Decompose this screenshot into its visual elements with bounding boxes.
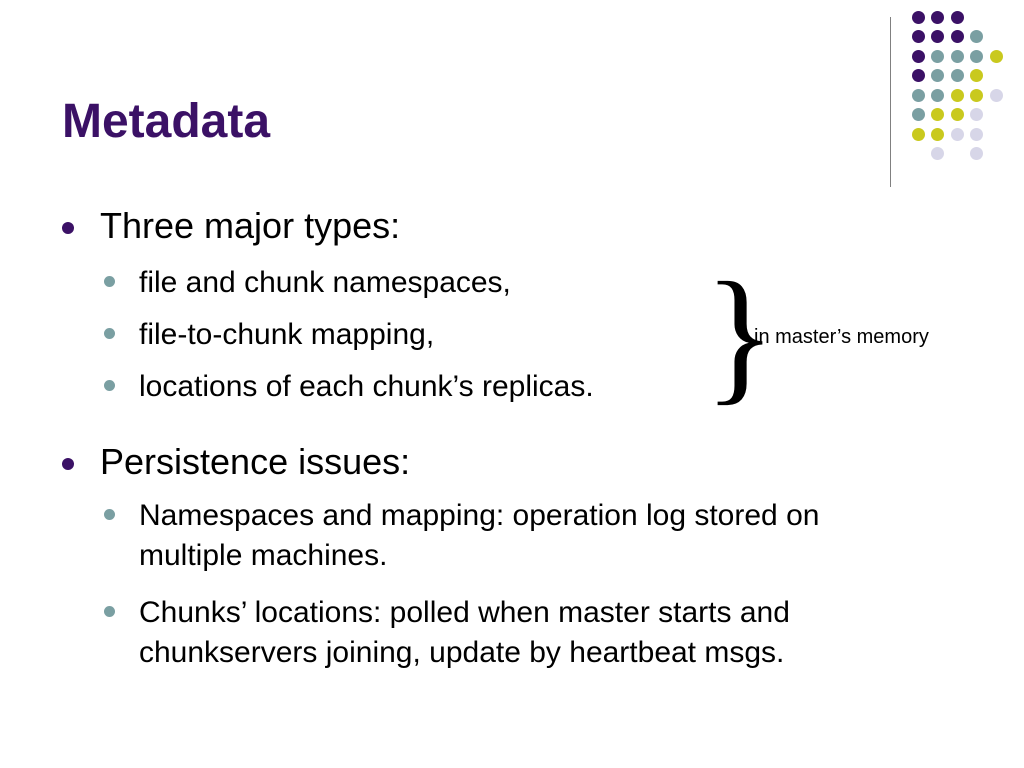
decorative-dot (931, 30, 944, 43)
sub-bullet-item (104, 263, 511, 303)
sub-bullet-text: locations of each chunk’s replicas. (139, 370, 594, 403)
decorative-dot (912, 30, 925, 43)
decorative-dot (931, 108, 944, 121)
sub-bullet-item (104, 496, 924, 576)
decorative-dot (970, 69, 983, 82)
sub-bullet-text: Namespaces and mapping: operation log stored on multiple machines. (139, 499, 820, 572)
bullet-text: Persistence issues: (100, 441, 411, 482)
right-brace-icon: } (704, 252, 776, 418)
decorative-dot (931, 11, 944, 24)
brace-annotation: in master’s memory (754, 326, 929, 348)
decorative-dot (912, 50, 925, 63)
decorative-dot (970, 89, 983, 102)
sub-bullet-text: file and chunk namespaces, (139, 266, 511, 299)
sub-bullet-text: Chunks’ locations: polled when master starts and chunkservers joining, update by heartbeat msgs. (139, 596, 790, 669)
bullet-text: Three major types: (100, 205, 401, 246)
decorative-dot (970, 128, 983, 141)
decorative-dot (951, 69, 964, 82)
bullet-item-three-major-types (62, 204, 400, 248)
bullet-item-persistence-issues (62, 440, 410, 484)
decorative-dot (912, 108, 925, 121)
decorative-dot (951, 128, 964, 141)
bullet-dot-icon (62, 458, 74, 470)
decorative-dot (970, 30, 983, 43)
decorative-dot (951, 50, 964, 63)
sub-bullet-text: file-to-chunk mapping, (139, 318, 435, 351)
decorative-dot (970, 147, 983, 160)
slide-title: Metadata (62, 95, 271, 148)
sub-bullet-item (104, 593, 954, 673)
sub-bullet-dot-icon (104, 276, 115, 287)
bullet-dot-icon (62, 222, 74, 234)
decorative-dot-grid (0, 0, 1024, 200)
sub-bullet-dot-icon (104, 606, 115, 617)
decorative-dot (912, 128, 925, 141)
sub-bullet-dot-icon (104, 328, 115, 339)
decorative-dot (951, 30, 964, 43)
decorative-dot (990, 50, 1003, 63)
sub-bullet-dot-icon (104, 509, 115, 520)
sub-bullet-item (104, 367, 594, 407)
decorative-dot (931, 147, 944, 160)
decorative-dot (951, 89, 964, 102)
decorative-dot (931, 89, 944, 102)
decorative-dot (951, 11, 964, 24)
sub-bullet-item (104, 315, 434, 355)
decorative-dot (951, 108, 964, 121)
decorative-dot (970, 50, 983, 63)
decorative-dot (990, 89, 1003, 102)
sub-bullet-dot-icon (104, 380, 115, 391)
decorative-dot (970, 108, 983, 121)
decorative-dot (912, 89, 925, 102)
decorative-dot (931, 69, 944, 82)
decorative-dot (912, 69, 925, 82)
decorative-dot (931, 50, 944, 63)
decorative-dot (931, 128, 944, 141)
decorative-dot (912, 11, 925, 24)
